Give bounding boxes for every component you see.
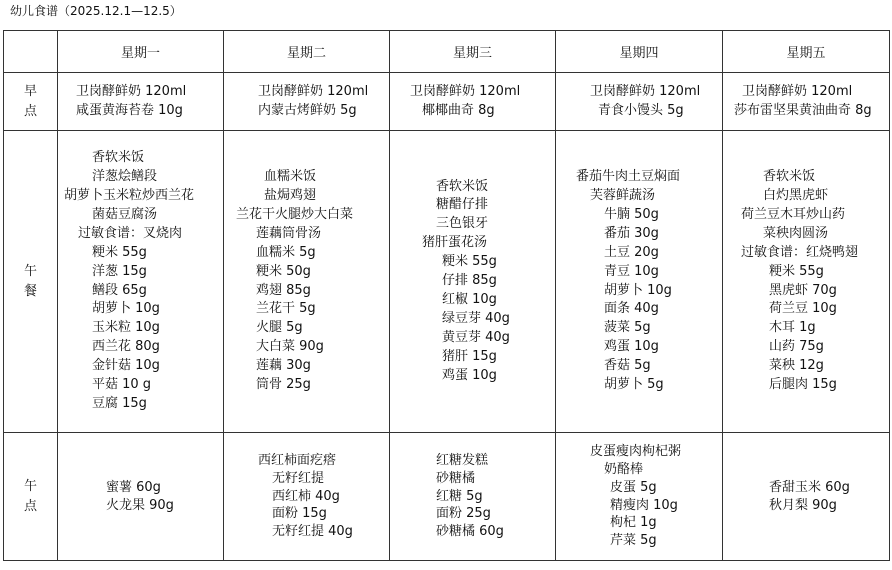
menu-item-line: 砂糖橘 60g (436, 524, 504, 540)
menu-item-line: 奶酪棒 (604, 461, 644, 477)
menu-item-line: 胡萝卜 10g (92, 301, 160, 317)
menu-item-line: 红糖发糕 (436, 453, 489, 468)
lunch-wednesday-cell (390, 131, 556, 433)
menu-item-line: 火龙果 90g (106, 497, 174, 513)
row-label-line: 点 (23, 103, 37, 119)
menu-item-line: 粳米 55g (769, 263, 824, 279)
menu-item-line: 黑虎虾 70g (769, 282, 837, 298)
menu-item-line: 无籽红提 40g (272, 524, 353, 540)
menu-item-line: 西红柿 40g (272, 488, 340, 504)
lunch-monday-cell (58, 131, 224, 433)
menu-item-line: 芹菜 5g (610, 533, 657, 549)
menu-item-line: 芙蓉鲜蔬汤 (590, 187, 656, 203)
menu-item-line: 菌菇豆腐汤 (92, 206, 158, 222)
menu-item-line: 精瘦肉 10g (610, 497, 678, 513)
menu-item-line: 内蒙古烤鲜奶 5g (258, 102, 357, 118)
menu-item-line: 血糯米饭 (264, 169, 317, 185)
menu-item-line: 西红柿面疙瘩 (258, 453, 337, 468)
menu-item-line: 山药 75g (769, 339, 824, 355)
menu-item-line: 红糖 5g (436, 488, 483, 504)
row-label-line: 餐 (23, 283, 37, 299)
menu-item-line: 荷兰豆木耳炒山药 (741, 206, 846, 222)
menu-item-line: 面粉 25g (436, 506, 491, 522)
menu-item-line: 过敏食谱：红烧鸭翅 (741, 244, 859, 260)
menu-item-line: 粳米 55g (92, 244, 147, 260)
menu-item-line: 莎布雷坚果黄油曲奇 8g (734, 102, 872, 118)
menu-item-line: 菠菜 5g (604, 320, 651, 336)
header-thursday: 星期四 (556, 31, 723, 73)
menu-item-line: 洋葱烩鳝段 (92, 169, 158, 185)
menu-item-line: 菜秧肉圆汤 (763, 225, 829, 241)
menu-item-line: 香软米饭 (436, 178, 489, 194)
menu-item-line: 莲藕筒骨汤 (256, 225, 322, 241)
menu-item-line: 胡萝卜 5g (604, 377, 664, 393)
row-label-line: 早 (23, 83, 37, 99)
breakfast-wednesday-cell (390, 73, 556, 131)
menu-item-line: 筒骨 25g (256, 377, 311, 393)
menu-item-line: 枸杞 1g (610, 515, 657, 531)
menu-item-line: 香软米饭 (92, 150, 145, 166)
menu-item-line: 猪肝蛋花汤 (422, 235, 488, 251)
menu-item-line: 洋葱 15g (92, 263, 147, 279)
menu-item-line: 香软米饭 (763, 169, 816, 185)
menu-item-line: 无籽红提 (272, 470, 325, 486)
lunch-row (4, 131, 890, 433)
menu-item-line: 香甜玉米 60g (769, 479, 850, 495)
menu-item-line: 香菇 5g (604, 358, 651, 374)
menu-item-line: 秋月梨 90g (769, 497, 837, 513)
menu-item-line: 大白菜 90g (256, 339, 324, 355)
corner-cell (4, 31, 58, 73)
menu-item-line: 木耳 1g (769, 320, 816, 336)
weekly-menu-table (3, 30, 890, 561)
menu-item-line: 土豆 20g (604, 244, 659, 260)
header-row (4, 31, 890, 73)
breakfast-friday-cell (723, 73, 890, 131)
breakfast-row (4, 73, 890, 131)
menu-item-line: 卫岗酵鲜奶 120ml (410, 83, 521, 99)
menu-item-line: 皮蛋瘦肉枸杞粥 (590, 444, 682, 460)
lunch-label (4, 131, 58, 433)
menu-item-line: 兰花干火腿炒大白菜 (236, 206, 354, 222)
menu-item-line: 过敏食谱：叉烧肉 (78, 225, 183, 241)
menu-item-line: 胡萝卜玉米粒炒西兰花 (64, 187, 195, 203)
menu-item-line: 绿豆芽 40g (442, 310, 510, 326)
menu-item-line: 火腿 5g (256, 320, 303, 336)
menu-item-line: 玉米粒 10g (92, 320, 160, 336)
lunch-friday-cell (723, 131, 890, 433)
menu-item-line: 胡萝卜 10g (604, 282, 672, 298)
breakfast-thursday-cell (556, 73, 723, 131)
snack-tuesday-cell (224, 433, 390, 561)
menu-item-line: 青食小馒头 5g (598, 102, 684, 118)
row-label-line: 点 (23, 498, 37, 514)
header-monday: 星期一 (58, 31, 224, 73)
menu-item-line: 粳米 55g (442, 254, 497, 270)
menu-item-line: 皮蛋 5g (610, 479, 657, 495)
menu-item-line: 牛腩 50g (604, 206, 659, 222)
menu-item-line: 砂糖橘 (436, 470, 476, 486)
menu-item-line: 鸡蛋 10g (442, 367, 497, 383)
header-friday: 星期五 (723, 31, 890, 73)
menu-title: 幼儿食谱（2025.12.1—12.5） (10, 4, 182, 18)
menu-item-line: 后腿肉 15g (769, 377, 837, 393)
afternoon-snack-label (4, 433, 58, 561)
lunch-thursday-cell (556, 131, 723, 433)
menu-item-line: 黄豆芽 40g (442, 329, 510, 345)
menu-item-line: 三色银牙 (436, 216, 489, 232)
menu-item-line: 菜秧 12g (769, 358, 824, 374)
header-wednesday: 星期三 (390, 31, 556, 73)
menu-item-line: 蜜薯 60g (106, 479, 161, 495)
menu-item-line: 面条 40g (604, 301, 659, 317)
menu-item-line: 椰椰曲奇 8g (422, 102, 495, 118)
menu-item-line: 兰花干 5g (256, 301, 316, 317)
menu-item-line: 卫岗酵鲜奶 120ml (742, 83, 853, 99)
row-label-line: 午 (23, 478, 37, 494)
breakfast-label (4, 73, 58, 131)
lunch-tuesday-cell (224, 131, 390, 433)
menu-item-line: 仔排 85g (442, 273, 497, 289)
row-label-line: 午 (23, 263, 37, 279)
snack-friday-cell (723, 433, 890, 561)
menu-item-line: 青豆 10g (604, 263, 659, 279)
breakfast-monday-cell (58, 73, 224, 131)
menu-item-line: 卫岗酵鲜奶 120ml (76, 83, 187, 99)
snack-wednesday-cell (390, 433, 556, 561)
menu-item-line: 西兰花 80g (92, 339, 160, 355)
header-tuesday: 星期二 (224, 31, 390, 73)
menu-item-line: 鸡蛋 10g (604, 339, 659, 355)
snack-monday-cell (58, 433, 224, 561)
menu-item-line: 豆腐 15g (92, 395, 147, 411)
afternoon-snack-row (4, 433, 890, 561)
menu-item-line: 卫岗酵鲜奶 120ml (258, 83, 369, 99)
snack-thursday-cell (556, 433, 723, 561)
menu-item-line: 盐焗鸡翅 (264, 187, 317, 203)
menu-item-line: 卫岗酵鲜奶 120ml (590, 83, 701, 99)
menu-item-line: 粳米 50g (256, 263, 311, 279)
menu-item-line: 番茄牛肉土豆焖面 (576, 169, 681, 185)
menu-item-line: 咸蛋黄海苔卷 10g (76, 102, 183, 118)
menu-item-line: 红椒 10g (442, 291, 497, 307)
menu-item-line: 鸡翅 85g (256, 282, 311, 298)
menu-item-line: 血糯米 5g (256, 244, 316, 260)
menu-item-line: 金针菇 10g (92, 358, 160, 374)
menu-item-line: 平菇 10 g (92, 377, 152, 393)
menu-item-line: 白灼黑虎虾 (763, 187, 829, 203)
breakfast-tuesday-cell (224, 73, 390, 131)
menu-item-line: 鳝段 65g (92, 282, 147, 298)
menu-item-line: 猪肝 15g (442, 348, 497, 364)
menu-item-line: 番茄 30g (604, 225, 659, 241)
menu-item-line: 面粉 15g (272, 506, 327, 522)
menu-item-line: 荷兰豆 10g (769, 301, 837, 317)
menu-item-line: 糖醋仔排 (436, 197, 489, 213)
menu-item-line: 莲藕 30g (256, 358, 311, 374)
